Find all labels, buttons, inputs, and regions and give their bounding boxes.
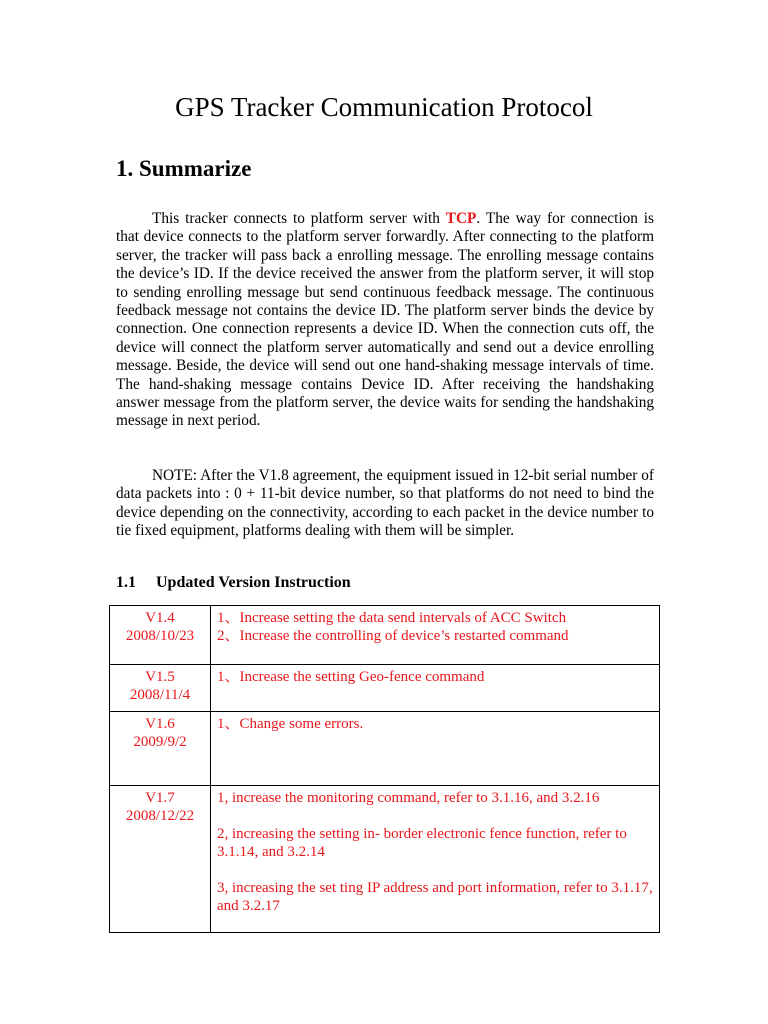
version-date: 2008/11/4 xyxy=(129,687,191,703)
version-cell xyxy=(110,665,211,712)
spacer xyxy=(217,807,653,825)
change-item: 1、Increase setting the data send intervals of ACC Switch xyxy=(217,610,567,626)
subsection-number: 1.1 xyxy=(116,574,136,591)
version-date: 2008/12/22 xyxy=(125,808,195,824)
tcp-keyword: TCP xyxy=(445,210,477,227)
version-cell xyxy=(110,712,211,786)
version-number: V1.4 xyxy=(145,610,175,626)
changes-cell xyxy=(211,606,660,665)
version-cell xyxy=(110,606,211,665)
version-number: V1.6 xyxy=(145,716,175,732)
subsection-title: Updated Version Instruction xyxy=(156,574,351,591)
change-item: 1、Change some errors. xyxy=(217,716,364,732)
table-row xyxy=(110,786,660,933)
changes-cell xyxy=(211,665,660,712)
version-number: V1.7 xyxy=(145,790,175,806)
section-heading-summarize: 1. Summarize xyxy=(116,156,252,181)
document-title: GPS Tracker Communication Protocol xyxy=(175,92,593,122)
changes-cell xyxy=(211,786,660,933)
change-item: 2, increasing the setting in- border electronic fence function, refer to 3.1.14, and 3.2.14 xyxy=(217,826,627,860)
note-paragraph xyxy=(116,467,654,541)
version-date: 2008/10/23 xyxy=(125,628,195,644)
spacer xyxy=(217,861,653,879)
summary-text xyxy=(116,210,654,431)
note-text: NOTE: After the V1.8 agreement, the equipment issued in 12-bit serial number of data packets into : 0 + 11-bit device number, so that platforms do not need to bind the device depending on the connectivity, according to each packet in the device number to tie fixed equipment, platforms dealing with them will be simpler. xyxy=(116,467,654,540)
version-history-table xyxy=(109,605,660,933)
subsection-heading-version-instruction xyxy=(116,572,351,594)
table-row xyxy=(110,606,660,665)
change-item: 3, increasing the set ting IP address and port information, refer to 3.1.17, and 3.2.17 xyxy=(217,880,653,914)
changes-cell xyxy=(211,712,660,786)
summary-paragraph xyxy=(116,210,654,431)
change-item: 1、Increase the setting Geo-fence command xyxy=(217,669,485,685)
change-item: 1, increase the monitoring command, refer to 3.1.16, and 3.2.16 xyxy=(217,790,600,806)
version-date: 2009/9/2 xyxy=(133,734,187,750)
version-cell xyxy=(110,786,211,933)
table-row xyxy=(110,712,660,786)
summary-text-after-tcp: . The way for connection is that device connects to the platform server forwardly. After connecting to the platform server, the tracker will pass back a enrolling message. The enrolling message contains the device’s ID. If the device received the answer from the platform server, it will stop to sending enrolling message but send continuous feedback message. The continuous feedback message not contains the device ID. The platform server binds the device by connection. One connection represents a device ID. When the connection cuts off, the device will connect the platform server automatically and send out a device enrolling message. Beside, the device will send out one hand-shaking message intervals of time. The hand-shaking message contains Device ID. After receiving the handshaking answer message from the platform server, the device waits for sending the handshaking message in next period. xyxy=(116,210,654,430)
table-row xyxy=(110,665,660,712)
summary-text-before-tcp: This tracker connects to platform server with xyxy=(152,210,446,227)
change-item: 2、Increase the controlling of device’s restarted command xyxy=(217,628,569,644)
version-number: V1.5 xyxy=(145,669,175,685)
